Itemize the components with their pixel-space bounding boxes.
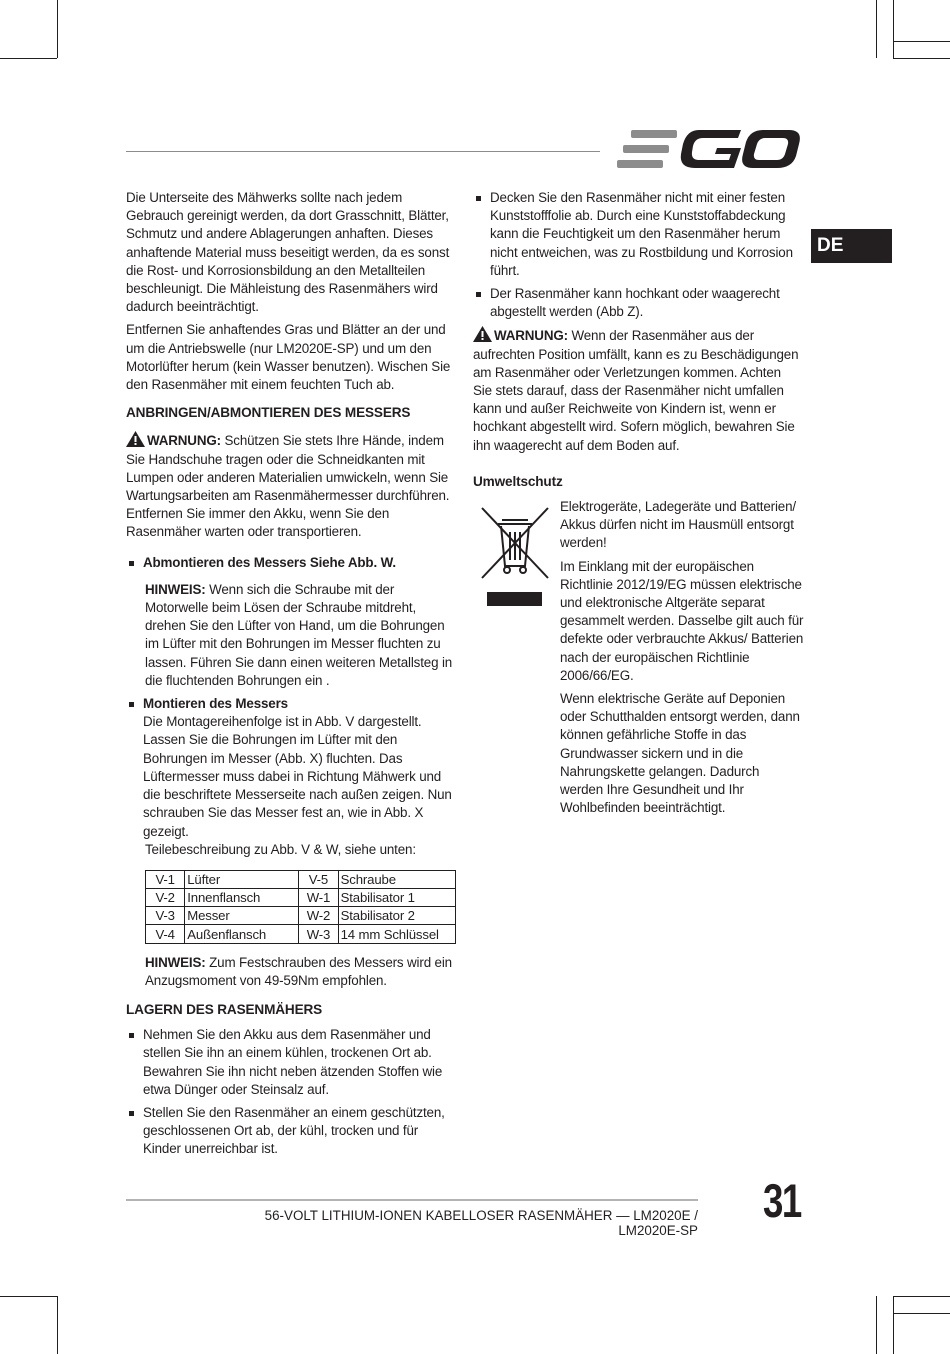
part-name-cell: Schraube — [338, 870, 455, 888]
env-paragraph: Elektrogeräte, Ladegeräte und Batterien/ Akkus dürfen nicht im Hausmüll entsorgt werden! — [560, 499, 796, 551]
header-rule — [126, 151, 600, 152]
crop-mark — [893, 1313, 950, 1314]
parts-table — [145, 870, 456, 944]
part-name-cell: Außenflansch — [185, 925, 299, 943]
list-item: Stellen Sie den Rasenmäher an einem geschützten, geschlossenen Ort ab, der kühl, trocken und für Kinder unerreichbar ist. — [126, 1104, 456, 1159]
part-name-cell: Stabilisator 1 — [338, 889, 455, 907]
part-name-cell: Stabilisator 2 — [338, 907, 455, 925]
table-row — [146, 907, 456, 925]
env-text — [560, 498, 805, 817]
intro-paragraph: Entfernen Sie anhaftendes Gras und Blätter an der und um die Antriebswelle (nur LM2020E-SP) und um den Motorlüfter herum (kein Wasser benutzen). Wischen Sie den Rasenmäher mit einem feuchten Tuch ab. — [126, 322, 451, 393]
part-name-cell: Innenflansch — [185, 889, 299, 907]
crop-mark — [893, 1296, 950, 1297]
list-item-text: Die Montagereihenfolge ist in Abb. V dargestellt. Lassen Sie die Bohrungen im Lüfter mit den Bohrungen im Messer (Abb. X) fluchten. Das Lüftermesser muss dabei in Richtung Mähwerk und die beschriftete Messerseite nach außen zeigen. Nun schrauben Sie das Messer fest an, wie in Abb. X gezeigt. — [143, 714, 452, 839]
part-name-cell: 14 mm Schlüssel — [338, 925, 455, 943]
warning-label: WARNUNG: — [147, 433, 221, 449]
list-item: Der Rasenmäher kann hochkant oder waagerecht abgestellt werden (Abb Z). — [473, 285, 803, 321]
warning-triangle-icon — [473, 326, 492, 342]
crop-mark — [0, 58, 57, 59]
language-tab: DE — [811, 229, 892, 263]
warning-label: WARNUNG: — [494, 328, 568, 344]
section-heading: ANBRINGEN/ABMONTIEREN DES MESSERS — [126, 405, 411, 421]
note-label: HINWEIS: — [145, 954, 206, 970]
table-row — [146, 889, 456, 907]
list-item: Nehmen Sie den Akku aus dem Rasenmäher und stellen Sie ihn an einem kühlen, trockenen Ort ab. Bewahren Sie ihn nicht neben ätzenden Stoffen wie etwa Dünger oder Steinsalz auf. — [126, 1026, 456, 1099]
table-caption: Teilebeschreibung zu Abb. V & W, siehe unten: — [145, 841, 416, 857]
crossed-out-wheelie-bin-icon — [480, 506, 550, 606]
list-item: Abmontieren des Messers Siehe Abb. W. — [126, 554, 456, 572]
ego-logo — [617, 128, 801, 172]
crop-mark — [57, 1296, 58, 1354]
intro-paragraph: Die Unterseite des Mähwerks sollte nach jedem Gebrauch gereinigt werden, da dort Grasschnitt, Blätter, Schmutz und andere Ablagerungen anhaften. Dieses anhaftende Material muss beseitigt werden, da es sonst die Rost- und Korrosionsbildung an den Metallteilen beschleunigt. Die Mähleistung des Rasenmähers wird dadurch beeinträchtigt. — [126, 190, 450, 315]
part-name-cell: Messer — [185, 907, 299, 925]
footer-product-line: 56-VOLT LITHIUM-IONEN KABELLOSER RASENMÄHER — LM2020E / LM2020E-SP — [264, 1208, 698, 1238]
list-item: Montieren des Messers — [126, 695, 456, 713]
note-label: HINWEIS: — [145, 581, 206, 597]
env-paragraph: Wenn elektrische Geräte auf Deponien oder Schutthalden entsorgt werden, dann können gefährliche Stoffe in das Grundwasser sickern und in die Nahrungskette gelangen. Dadurch werden Ihre Gesundheit und Ihr Wohlbefinden beeinträchtigt. — [560, 691, 800, 816]
section-heading: Umweltschutz — [473, 473, 563, 489]
page-number: 31 — [763, 1174, 801, 1227]
warning-text: Wenn der Rasenmäher aus der aufrechten Position umfällt, kann es zu Beschädigungen am Rasenmäher oder Verletzungen kommen. Achten Sie stets darauf, dass der Rasenmäher nicht umfallen kann und außer Reichweite von Kindern ist, wenn er hochkant abgestellt wird. Sofern möglich, bewahren Sie ihn waagerecht auf dem Boden auf. — [473, 328, 799, 453]
part-code-cell: W-3 — [299, 925, 338, 943]
footer-rule — [126, 1199, 698, 1201]
note-text: Wenn sich die Schraube mit der Motorwelle beim Lösen der Schraube mitdreht, drehen Sie den Lüfter von Hand, um die Bohrungen im Lüfter mit den Bohrungen im Messer fluchten zu lassen. Führen Sie dann einen weiteren Metallsteg in die fluchtenden Bohrungen ein . — [145, 581, 453, 688]
part-code-cell: W-1 — [299, 889, 338, 907]
table-row — [146, 925, 456, 943]
section-heading: LAGERN DES RASENMÄHERS — [126, 1002, 323, 1018]
warning-triangle-icon — [126, 431, 145, 447]
env-paragraph: Im Einklang mit der europäischen Richtlinie 2012/19/EG müssen elektrische und elektronische Altgeräte separat gesammelt werden. Dasselbe gilt auch für defekte oder verbrauchte Akkus/ Batterien nach der europäischen Richtlinie 2006/66/EG. — [560, 558, 804, 683]
crop-mark — [893, 58, 950, 59]
list-item: Decken Sie den Rasenmäher nicht mit einer festen Kunststofffolie ab. Durch eine Kunststoffabdeckung kann die Feuchtigkeit um den Rasenmäher herum nicht entweichen, was zu Rostbildung und Korrosion führt. — [473, 189, 803, 280]
warning-block — [126, 431, 456, 541]
part-code-cell: V-2 — [146, 889, 185, 907]
crop-mark — [57, 0, 58, 58]
crop-mark — [893, 41, 950, 42]
note-block — [126, 581, 456, 690]
part-code-cell: V-3 — [146, 907, 185, 925]
crop-mark — [893, 1296, 894, 1354]
crop-mark — [0, 1296, 57, 1297]
part-code-cell: W-2 — [299, 907, 338, 925]
crop-mark — [876, 1296, 877, 1354]
left-column — [126, 189, 456, 1159]
part-code-cell: V-5 — [299, 870, 338, 888]
crop-mark — [893, 0, 894, 58]
note-text: Zum Festschrauben des Messers wird ein Anzugsmoment von 49-59Nm empfohlen. — [145, 954, 452, 988]
warning-block — [473, 326, 803, 454]
warning-text: Schützen Sie stets Ihre Hände, indem Sie Handschuhe tragen oder die Schneidkanten mit Lumpen oder anderen Materialien umwickeln, wenn Sie Wartungsarbeiten am Rasenmähermesser durchführen. Entfernen Sie immer den Akku, wenn Sie den Rasenmäher warten oder transportieren. — [126, 433, 450, 540]
crop-mark — [876, 0, 877, 58]
part-code-cell: V-4 — [146, 925, 185, 943]
part-name-cell: Lüfter — [185, 870, 299, 888]
table-row — [146, 870, 456, 888]
note-block — [126, 954, 456, 990]
part-code-cell: V-1 — [146, 870, 185, 888]
